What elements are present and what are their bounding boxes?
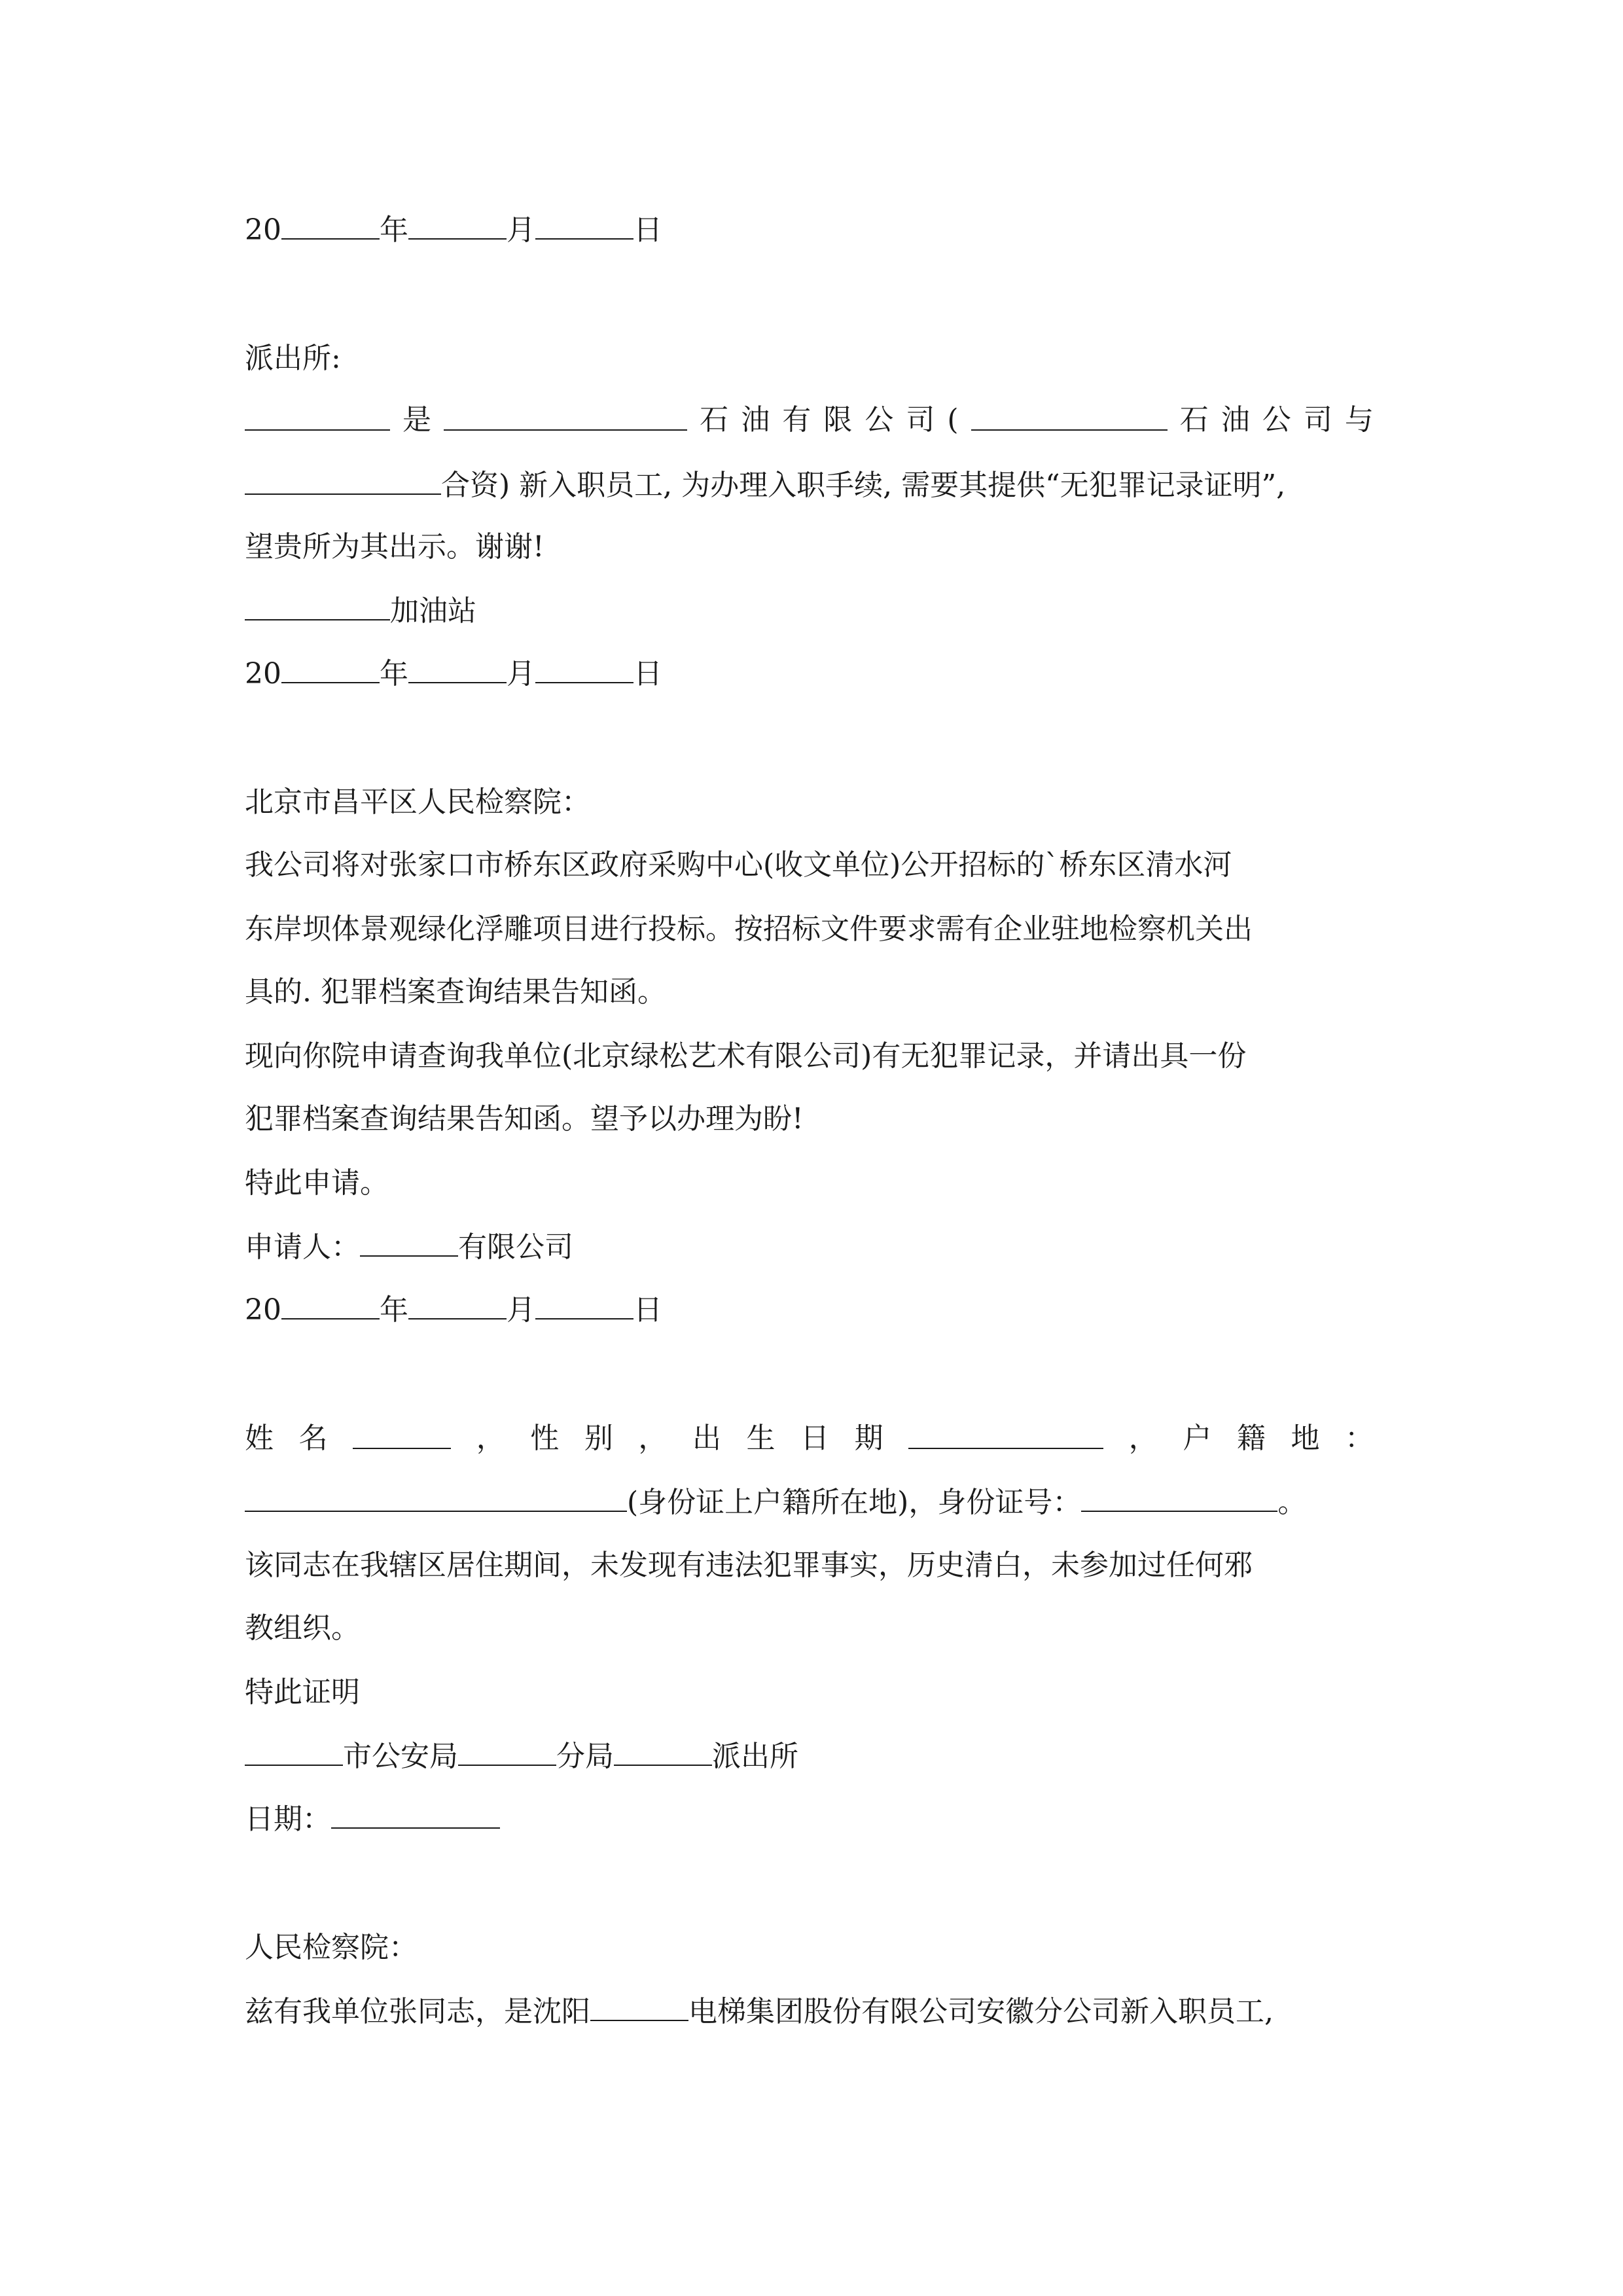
paragraph-line: 我公司将对张家口市桥东区政府采购中心(收文单位)公开招标的`桥东区清水河 bbox=[245, 848, 1232, 882]
closing-certify: 特此证明 bbox=[245, 1676, 360, 1709]
blank-birthdate[interactable] bbox=[908, 1419, 1103, 1449]
blank-name[interactable] bbox=[353, 1419, 451, 1449]
paragraph-line: 该同志在我辖区居住期间，未发现有违法犯罪事实，历史清白，未参加过任何邪 bbox=[245, 1549, 1253, 1582]
blank-company[interactable] bbox=[444, 401, 687, 431]
addressee-procuratorate-2: 人民检察院： bbox=[245, 1931, 418, 1964]
addressee-procuratorate: 北京市昌平区人民检察院： bbox=[245, 785, 590, 819]
request-line: 望贵所为其出示。谢谢! bbox=[245, 530, 544, 564]
id-info-line: (身份证上户籍所在地)，身份证号： 。 bbox=[245, 1482, 1306, 1522]
blank-partner[interactable] bbox=[971, 401, 1168, 431]
paragraph-line: 具的. 犯罪档案查询结果告知函。 bbox=[245, 975, 666, 1009]
paragraph-line: 东岸坝体景观绿化浮雕项目进行投标。按招标文件要求需有企业驻地检察机关出 bbox=[245, 912, 1253, 946]
closing-apply: 特此申请。 bbox=[245, 1166, 389, 1200]
applicant-line: 申请人： 有限公司 bbox=[245, 1227, 573, 1267]
police-station-line: 市公安局 分局 派出所 bbox=[245, 1736, 798, 1776]
personal-info-line: 姓 名 ， 性 别 ， 出 生 日 期 ， 户 籍 地 ： bbox=[245, 1419, 1374, 1458]
date-line-3: 20 年 月 日 bbox=[245, 1289, 662, 1330]
paragraph-line: 教组织。 bbox=[245, 1611, 360, 1645]
date-line-1: 20 年 月 日 bbox=[245, 209, 662, 250]
date-line-2: 20 年 月 日 bbox=[245, 653, 662, 694]
paragraph-line: 犯罪档案查询结果告知函。望予以办理为盼! bbox=[245, 1102, 804, 1136]
blank-name[interactable] bbox=[245, 401, 390, 431]
addressee-police-station: 派出所: bbox=[245, 342, 341, 375]
employee-intro-line-3: 兹有我单位张同志，是沈阳 电梯集团股份有限公司安徽分公司新入职员工, bbox=[245, 1991, 1274, 2032]
employee-intro-line-2: 合资) 新入职员工, 为办理入职手续, 需要其提供“无犯罪记录证明”, bbox=[245, 465, 1285, 505]
paragraph-line: 现向你院申请查询我单位(北京绿松艺术有限公司)有无犯罪记录，并请出具一份 bbox=[245, 1039, 1247, 1073]
signature-gas-station: 加油站 bbox=[245, 590, 476, 631]
employee-intro-line: 是 石 油 有 限 公 司 ( 石 油 公 司 与 bbox=[245, 401, 1374, 440]
date-line-4: 日期： bbox=[245, 1799, 500, 1839]
